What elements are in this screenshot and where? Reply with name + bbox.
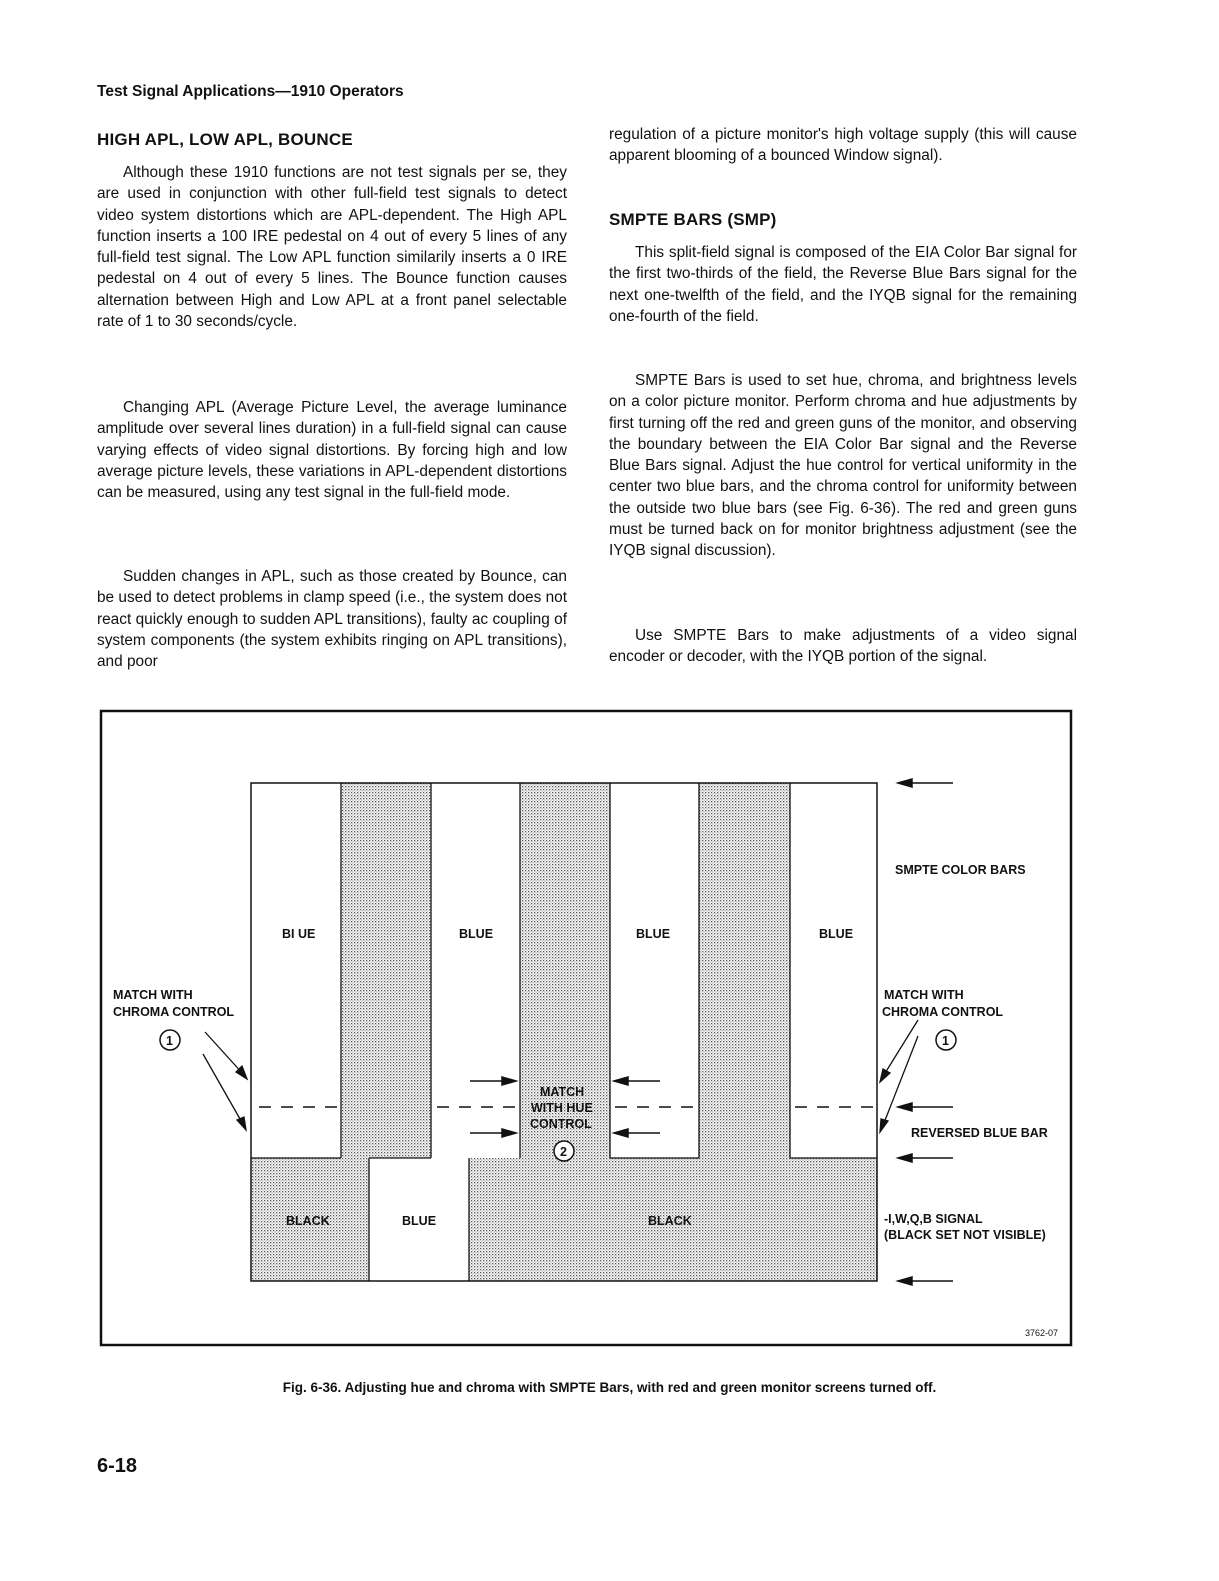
circle-1-right-text: 1	[942, 1034, 949, 1048]
paragraph-smpte-3: Use SMPTE Bars to make adjustments of a video signal encoder or decoder, with the IYQB portion of the signal.	[609, 627, 1077, 666]
paragraph-smpte-1: This split-field signal is composed of the EIA Color Bar signal for the first two-thirds of the field, the Reverse Blue Bars signal for the next one-twelfth of the field, and the IYQB signal for the remaining one-fourth of the field.	[609, 244, 1077, 325]
circle-1-left-text: 1	[166, 1034, 173, 1048]
right-match-label-2: CHROMA CONTROL	[882, 1005, 1004, 1019]
black-label-1: BLACK	[286, 1214, 330, 1228]
bar-label-3: BLUE	[636, 927, 671, 941]
black-label-2: BLACK	[648, 1214, 692, 1228]
running-header: Test Signal Applications—1910 Operators	[97, 83, 404, 100]
paragraph-continued: regulation of a picture monitor's high voltage supply (this will cause apparent blooming of a bounced Window signal).	[609, 126, 1077, 165]
black-bar-1	[341, 783, 431, 1158]
bar-label-1: BI UE	[282, 927, 316, 941]
section-heading-smpte: SMPTE BARS (SMP)	[609, 210, 777, 229]
left-match-label-2: CHROMA CONTROL	[113, 1005, 235, 1019]
black-bar-3	[699, 783, 790, 1158]
section-heading-apl: HIGH APL, LOW APL, BOUNCE	[97, 130, 353, 149]
paragraph-smpte-2: SMPTE Bars is used to set hue, chroma, and brightness levels on a color picture monitor. Perform chroma and hue adjustments by first turning off the red and green guns of the monitor, and observing the boundary between the EIA Color Bar signal and the Reverse Blue Bars signal. Adjust the hue control for vertical uniformity in the center two blue bars, and the chroma control for uniformity between the outside two blue bars (see Fig. 6-36). The red and green guns must be turned back on for monitor brightness adjustment (see the IYQB signal discussion).	[609, 372, 1077, 560]
paragraph-apl-2: Changing APL (Average Picture Level, the average luminance amplitude over several lines duration) in a full-field signal can cause varying effects of video signal distortions. By forcing high and low average picture levels, these variations in APL-dependent distortions can be measured, using any test signal in the full-field mode.	[97, 399, 567, 502]
page-number: 6-18	[97, 1455, 138, 1477]
center-match-label-1: MATCH	[540, 1085, 585, 1099]
circle-2-text: 2	[560, 1145, 567, 1159]
smpte-color-bars-label: SMPTE COLOR BARS	[895, 863, 1026, 877]
center-match-label-2: WITH HUE	[531, 1101, 593, 1115]
iwqb-label-1: -I,W,Q,B SIGNAL	[884, 1212, 983, 1226]
blue-bottom-label: BLUE	[402, 1214, 437, 1228]
figure-id: 3762-07	[1025, 1328, 1059, 1338]
iwqb-label-2: (BLACK SET NOT VISIBLE)	[884, 1228, 1046, 1242]
paragraph-apl-1: Although these 1910 functions are not test signals per se, they are used in conjunction with other full-field test signals to detect video system distortions which are APL-dependent. The High APL function inserts a 100 IRE pedestal on 4 out of every 5 lines of any full-field test signal. The Low APL function similarily inserts a 0 IRE pedestal on 4 out of every 5 lines. The Bounce function causes alternation between High and Low APL at a front panel selectable rate of 1 to 30 seconds/cycle.	[97, 164, 567, 331]
center-match-label-3: CONTROL	[530, 1117, 592, 1131]
left-match-label-1: MATCH WITH	[113, 988, 193, 1002]
right-match-label-1: MATCH WITH	[884, 988, 964, 1002]
reversed-blue-bar-label: REVERSED BLUE BAR	[911, 1126, 1048, 1140]
bar-label-2: BLUE	[459, 927, 494, 941]
bar-label-4: BLUE	[819, 927, 854, 941]
paragraph-apl-3: Sudden changes in APL, such as those created by Bounce, can be used to detect problems in clamp speed (i.e., the system does not react quickly enough to sudden APL transitions), faulty ac coupling of system components (the system exhibits ringing on APL transitions), and poor	[97, 568, 567, 671]
figure-caption: Fig. 6-36. Adjusting hue and chroma with SMPTE Bars, with red and green monitor screens turned off.	[282, 1380, 937, 1395]
